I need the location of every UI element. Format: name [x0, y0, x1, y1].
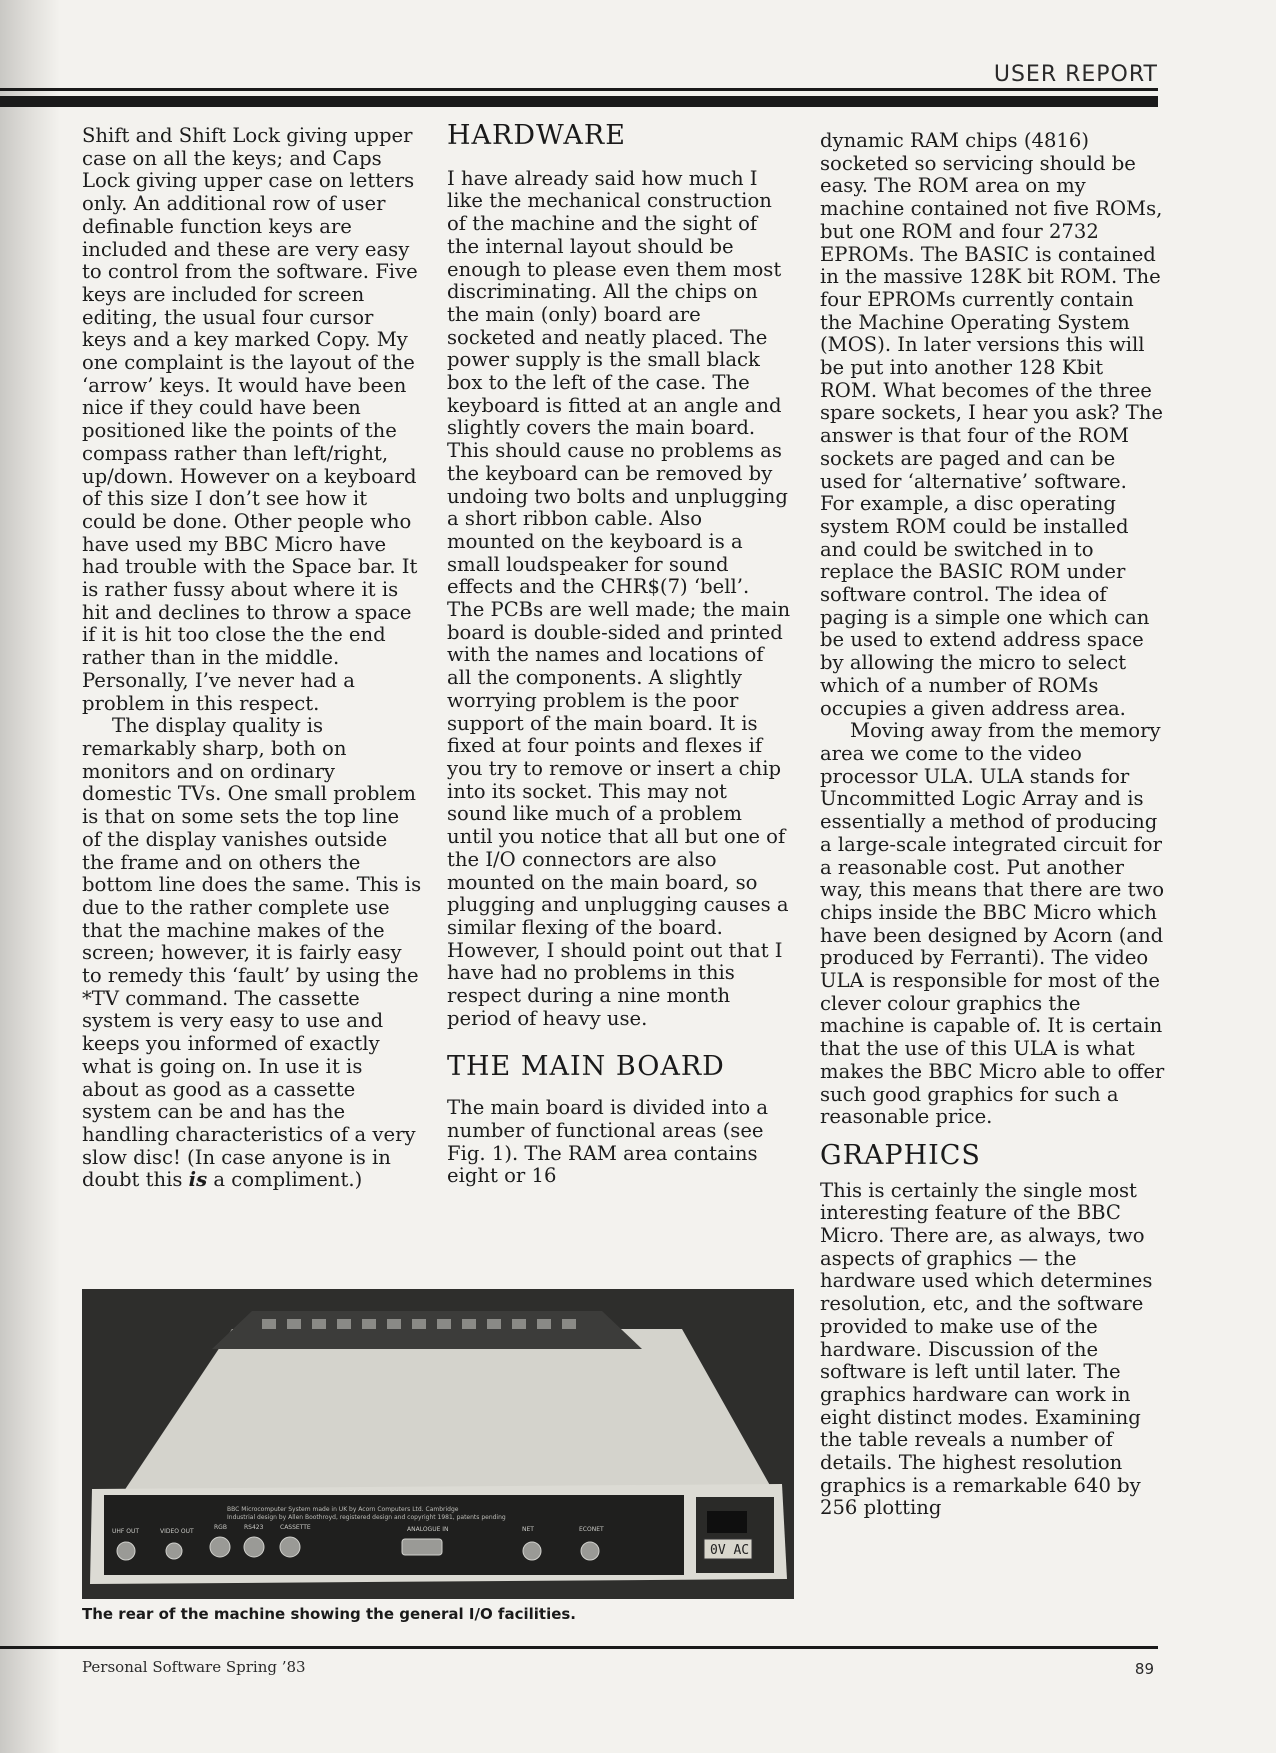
paragraph-main-board: The main board is divided into a number of functional areas (see Fig. 1). The RAM area contains eight or 16 — [447, 1096, 769, 1188]
plate-text-1: BBC Microcomputer System made in UK by Acorn Computers Ltd. Cambridge — [227, 1506, 459, 1513]
rgb-port-icon — [210, 1537, 230, 1557]
column-3 — [820, 130, 1165, 1520]
rs423-port-icon — [244, 1537, 264, 1557]
column-2 — [447, 120, 792, 1188]
port-label-net: NET — [522, 1526, 534, 1533]
heading-graphics: GRAPHICS — [820, 1139, 981, 1171]
emphasis-is: is — [188, 1168, 208, 1192]
machine-rear-photo — [82, 1289, 794, 1599]
net-port-icon — [523, 1542, 541, 1560]
port-label-video: VIDEO OUT — [160, 1528, 194, 1535]
column-1 — [82, 125, 422, 1192]
paragraph-display: The display quality is remarkably sharp, both on monitors and on ordinary domestic TVs. One small problem is that on some sets the top line of the display vanishes outside the frame and on others the bottom line does the same. This is due to the rather complete use that the machine makes of the screen; however, it is fairly easy to remedy this ‘fault’ by using the *TV command. The cassette system is very easy to use and keeps you informed of exactly what is going on. In use it is about as good as a cassette system can be and has the handling characteristics of a very slow disc! (In case anyone is in doubt this is a compliment.) — [82, 714, 422, 1192]
uhf-port-icon — [117, 1542, 135, 1560]
page-spine-shadow — [0, 0, 60, 1753]
cassette-port-icon — [280, 1537, 300, 1557]
port-label-analogue: ANALOGUE IN — [407, 1526, 449, 1533]
port-label-rgb: RGB — [214, 1524, 227, 1531]
econet-port-icon — [581, 1542, 599, 1560]
photo-caption: The rear of the machine showing the general I/O facilities. — [82, 1605, 577, 1623]
heading-hardware: HARDWARE — [447, 120, 626, 151]
paragraph-ula: Moving away from the memory area we come to the video processor ULA. ULA stands for Uncommitted Logic Array and is essentially a method of producing a large-scale integrated circuit for a reasonable cost. Put another way, this means that there are two chips inside the BBC Micro which have been designed by Acorn (and produced by Ferranti). The video ULA is responsible for most of the clever colour graphics the machine is capable of. It is certain that the use of this ULA is what makes the BBC Micro able to offer such good graphics for such a reasonable price. — [820, 719, 1165, 1129]
paragraph-keyboard: Shift and Shift Lock giving upper case on all the keys; and Caps Lock giving upper case on letters only. An additional row of user definable function keys are included and these are very easy to control from the software. Five keys are included for screen editing, the usual four cursor keys and a key marked Copy. My one complaint is the layout of the ‘arrow’ keys. It would have been nice if they could have been positioned like the points of the compass rather than left/right, up/down. However on a keyboard of this size I don’t see how it could be done. Other people who have used my BBC Micro have had trouble with the Space bar. It is rather fussy about where it is hit and declines to throw a space if it is hit too close the the end rather than in the middle. Personally, I’ve never had a problem in this respect. — [82, 124, 418, 715]
port-label-rs423: RS423 — [244, 1524, 264, 1531]
section-header: USER REPORT — [993, 62, 1158, 87]
header-rule-thick — [0, 96, 1158, 107]
port-label-econet: ECONET — [579, 1526, 604, 1533]
page-number: 89 — [1134, 1660, 1154, 1678]
heading-main-board: THE MAIN BOARD — [447, 1051, 725, 1083]
paragraph-graphics: This is certainly the single most interesting feature of the BBC Micro. There are, as always, two aspects of graphics — the hardware used which determines resolution, etc, and the software provided to make use of the hardware. Discussion of the software is left until later. The graphics hardware can work in eight distinct modes. Examining the table reveals a number of details. The highest resolution graphics is a remarkable 640 by 256 plotting — [820, 1178, 1153, 1520]
video-port-icon — [166, 1543, 182, 1559]
port-label-uhf: UHF OUT — [112, 1528, 140, 1535]
analogue-port-icon — [402, 1539, 442, 1555]
plate-text-2: Industrial design by Allen Boothroyd, registered design and copyright 1981, patents pending — [227, 1514, 506, 1521]
publication-name: Personal Software Spring ’83 — [82, 1658, 306, 1676]
footer-rule — [0, 1646, 1158, 1649]
voltage-label: 0V AC — [710, 1543, 750, 1558]
header-rule-thin — [0, 88, 1158, 91]
paragraph-rom: dynamic RAM chips (4816) socketed so servicing should be easy. The ROM area on my machine contained not five ROMs, but one ROM and four 2732 EPROMs. The BASIC is contained in the massive 128K bit ROM. The four EPROMs currently contain the Machine Operating System (MOS). In later versions this will be put into another 128 Kbit ROM. What becomes of the three spare sockets, I hear you ask? The answer is that four of the ROM sockets are paged and can be used for ‘alternative’ software. For example, a disc operating system ROM could be installed and could be switched in to replace the BASIC ROM under software control. The idea of paging is a simple one which can be used to extend address space by allowing the micro to select which of a number of ROMs occupies a given address area. — [820, 129, 1163, 720]
port-label-cassette: CASSETTE — [280, 1524, 311, 1531]
paragraph-hardware: I have already said how much I like the mechanical construction of the machine and the sight of the internal layout should be enough to please even them most discriminating. All the chips on the main (only) board are socketed and neatly placed. The power supply is the small black box to the left of the case. The keyboard is fitted at an angle and slightly covers the main board. This should cause no problems as the keyboard can be removed by undoing two bolts and unplugging a short ribbon cable. Also mounted on the keyboard is a small loudspeaker for sound effects and the CHR$(7) ‘bell’. The PCBs are well made; the main board is double-sided and printed with the names and locations of all the components. A slightly worrying problem is the poor support of the main board. It is fixed at four points and flexes if you try to remove or insert a chip into its socket. This may not sound like much of a problem until you notice that all but one of the I/O connectors are also mounted on the main board, so plugging and unplugging causes a similar flexing of the board. However, I should point out that I have had no problems in this respect during a nine month period of heavy use. — [447, 166, 791, 1030]
